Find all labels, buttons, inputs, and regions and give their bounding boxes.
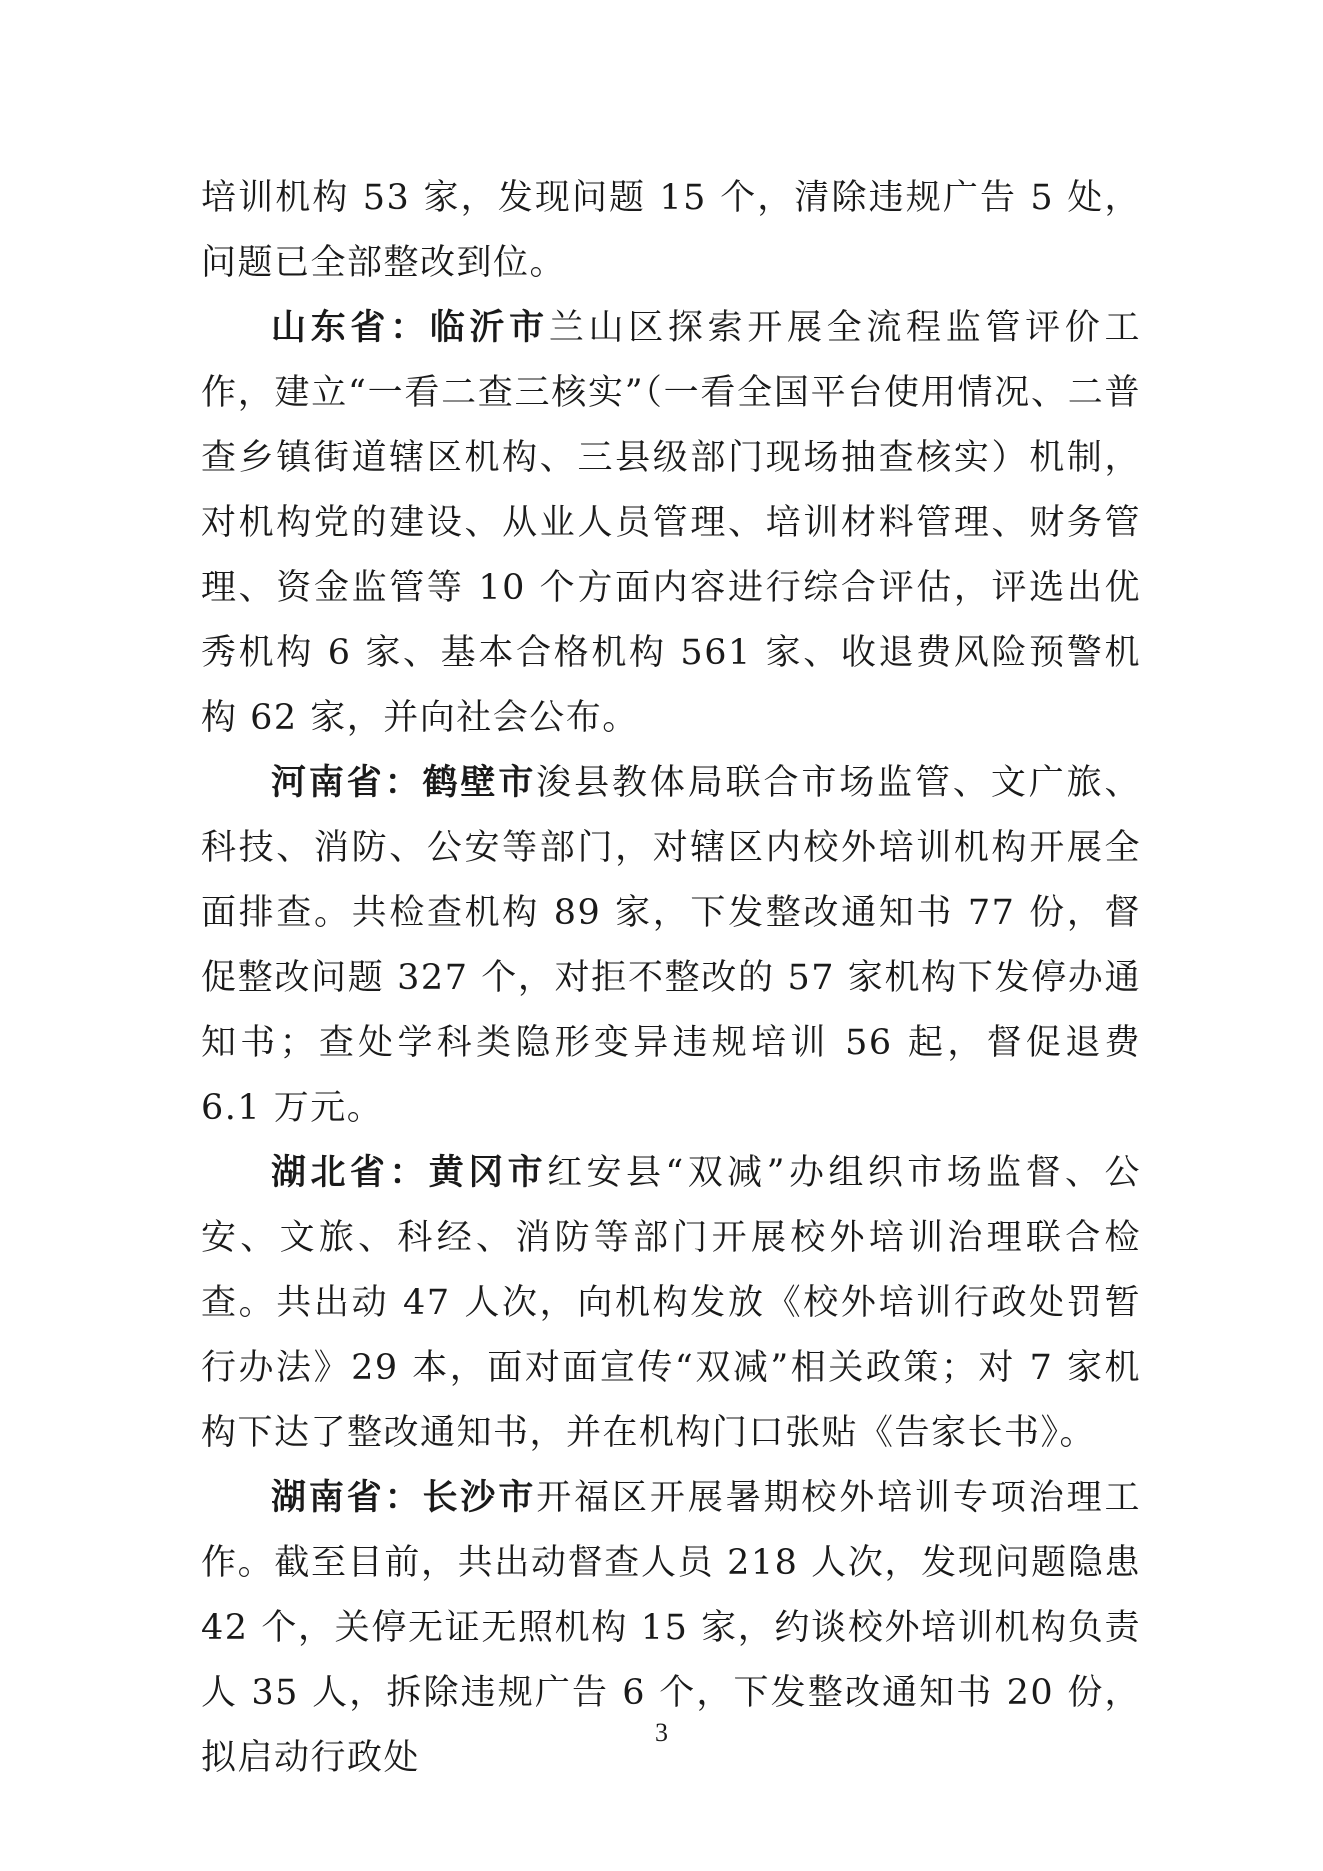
paragraph-text: 浚县教体局联合市场监管、文广旅、科技、消防、公安等部门，对辖区内校外培训机构开展全面排查。共检查机构 89 家，下发整改通知书 77 份，督促整改问题 327 个，对拒不整改的 57 家机构下发停办通知书；查处学科类隐形变异违规培训 56 起，督促退费 6.1 万元。 [201, 763, 1141, 1128]
city-label: 黄冈市 [428, 1153, 548, 1193]
paragraph-shandong [201, 296, 1141, 751]
body-text [201, 166, 1141, 1791]
paragraph-text: 兰山区探索开展全流程监管评价工作，建立“一看二查三核实”（一看全国平台使用情况、二普查乡镇街道辖区机构、三县级部门现场抽查核实）机制，对机构党的建设、从业人员管理、培训材料管理、财务管理、资金监管等 10 个方面内容进行综合评估，评选出优秀机构 6 家、基本合格机构 561 家、收退费风险预警机构 62 家，并向社会公布。 [201, 308, 1141, 738]
city-label: 鹤壁市 [422, 763, 537, 803]
province-label: 湖南省： [271, 1478, 423, 1518]
province-label: 山东省： [271, 308, 430, 348]
paragraph-text: 培训机构 53 家，发现问题 15 个，清除违规广告 5 处，问题已全部整改到位。 [201, 178, 1141, 283]
paragraph-continuation [201, 166, 1141, 296]
city-label: 临沂市 [429, 308, 549, 348]
paragraph-hubei [201, 1141, 1141, 1466]
paragraph-henan [201, 751, 1141, 1141]
paragraph-text: 开福区开展暑期校外培训专项治理工作。截至目前，共出动督查人员 218 人次，发现问题隐患 42 个，关停无证无照机构 15 家，约谈校外培训机构负责人 35 人，拆除违规广告 6 个，下发整改通知书 20 份，拟启动行政处 [201, 1478, 1141, 1778]
page-number: 3 [655, 1718, 668, 1747]
province-label: 河南省： [271, 763, 423, 803]
province-label: 湖北省： [271, 1153, 429, 1193]
city-label: 长沙市 [422, 1478, 537, 1518]
paragraph-text: 红安县“双减”办组织市场监督、公安、文旅、科经、消防等部门开展校外培训治理联合检查。共出动 47 人次，向机构发放《校外培训行政处罚暂行办法》29 本，面对面宣传“双减”相关政策；对 7 家机构下达了整改通知书，并在机构门口张贴《告家长书》。 [201, 1153, 1141, 1453]
